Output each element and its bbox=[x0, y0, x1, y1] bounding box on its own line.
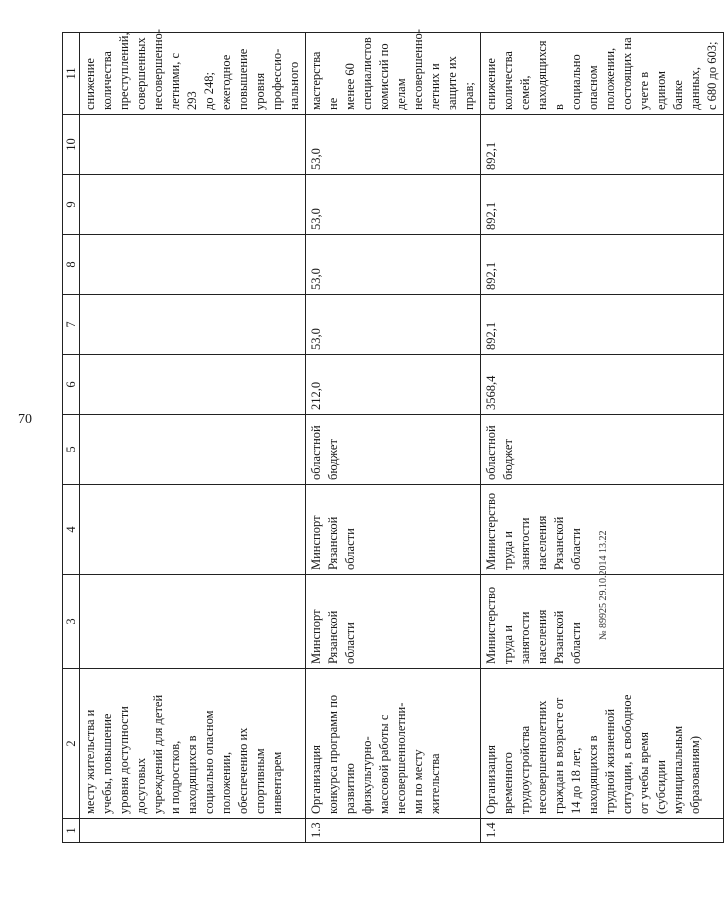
page-number: 70 bbox=[18, 412, 32, 427]
col-header: 4 bbox=[63, 485, 80, 575]
cell-value bbox=[80, 295, 306, 355]
table-row bbox=[306, 33, 481, 843]
cell-value bbox=[80, 355, 306, 415]
cell-number: 1.3 bbox=[306, 819, 481, 843]
col-header: 2 bbox=[63, 669, 80, 819]
cell-value bbox=[80, 175, 306, 235]
col-header: 3 bbox=[63, 575, 80, 669]
table-row bbox=[80, 33, 306, 843]
rotated-table-container bbox=[62, 29, 719, 843]
program-table bbox=[62, 29, 724, 843]
cell-executor: Минспорт Рязанской области bbox=[306, 485, 481, 575]
registration-stamp: № 89925 29.10.2014 13.22 bbox=[598, 530, 609, 640]
cell-result: снижение количества семей, находящихся в социально опасном положении, состоящих на учете в едином банке данных, с 680 до 603; bbox=[481, 33, 724, 115]
table-row bbox=[481, 33, 724, 843]
cell-result: снижение количества преступлений, совершенных несовершенно- летними, с 293 до 248; ежегодное повышение уровня профессио- нального bbox=[80, 33, 306, 115]
cell-value: 892,1 bbox=[481, 235, 724, 295]
cell-source: областной бюджет bbox=[481, 415, 724, 485]
cell-activity: Организация временного трудоустройства несовершеннолетних граждан в возрасте от 14 до 18 лет, находящихся в трудной жизненной ситуации, в свободное от учебы время (субсидии муниципальным образованиям) bbox=[481, 669, 724, 819]
cell-value: 53,0 bbox=[306, 235, 481, 295]
cell-value: 212,0 bbox=[306, 355, 481, 415]
cell-coordinator bbox=[80, 575, 306, 669]
cell-source: областной бюджет bbox=[306, 415, 481, 485]
cell-number: 1.4 bbox=[481, 819, 724, 843]
cell-value bbox=[80, 115, 306, 175]
col-header: 9 bbox=[63, 175, 80, 235]
col-header: 5 bbox=[63, 415, 80, 485]
col-header: 11 bbox=[63, 33, 80, 115]
cell-value: 892,1 bbox=[481, 295, 724, 355]
header-row bbox=[63, 33, 80, 843]
cell-executor: Министерство труда и занятости населения Рязанской области bbox=[481, 485, 724, 575]
cell-value: 53,0 bbox=[306, 115, 481, 175]
cell-value: 892,1 bbox=[481, 175, 724, 235]
col-header: 10 bbox=[63, 115, 80, 175]
cell-coordinator: Министерство труда и занятости населения Рязанской области bbox=[481, 575, 724, 669]
cell-value: 53,0 bbox=[306, 175, 481, 235]
cell-number bbox=[80, 819, 306, 843]
col-header: 6 bbox=[63, 355, 80, 415]
cell-activity: месту жительства и учебы, повышение уровня доступности досуговых учреждений для детей и подростков, находящихся в социально опасном положении, обеспечению их спортивным инвентарем bbox=[80, 669, 306, 819]
cell-value: 892,1 bbox=[481, 115, 724, 175]
cell-activity: Организация конкурса программ по развитию физкультурно- массовой работы с несовершеннолетни- ми по месту жительства bbox=[306, 669, 481, 819]
cell-source bbox=[80, 415, 306, 485]
col-header: 8 bbox=[63, 235, 80, 295]
cell-executor bbox=[80, 485, 306, 575]
cell-value: 3568,4 bbox=[481, 355, 724, 415]
col-header: 7 bbox=[63, 295, 80, 355]
cell-coordinator: Минспорт Рязанской области bbox=[306, 575, 481, 669]
col-header: 1 bbox=[63, 819, 80, 843]
cell-value bbox=[80, 235, 306, 295]
cell-value: 53,0 bbox=[306, 295, 481, 355]
cell-result: мастерства не менее 60 специалистов комиссий по делам несовершенно- летних и защите их прав; bbox=[306, 33, 481, 115]
